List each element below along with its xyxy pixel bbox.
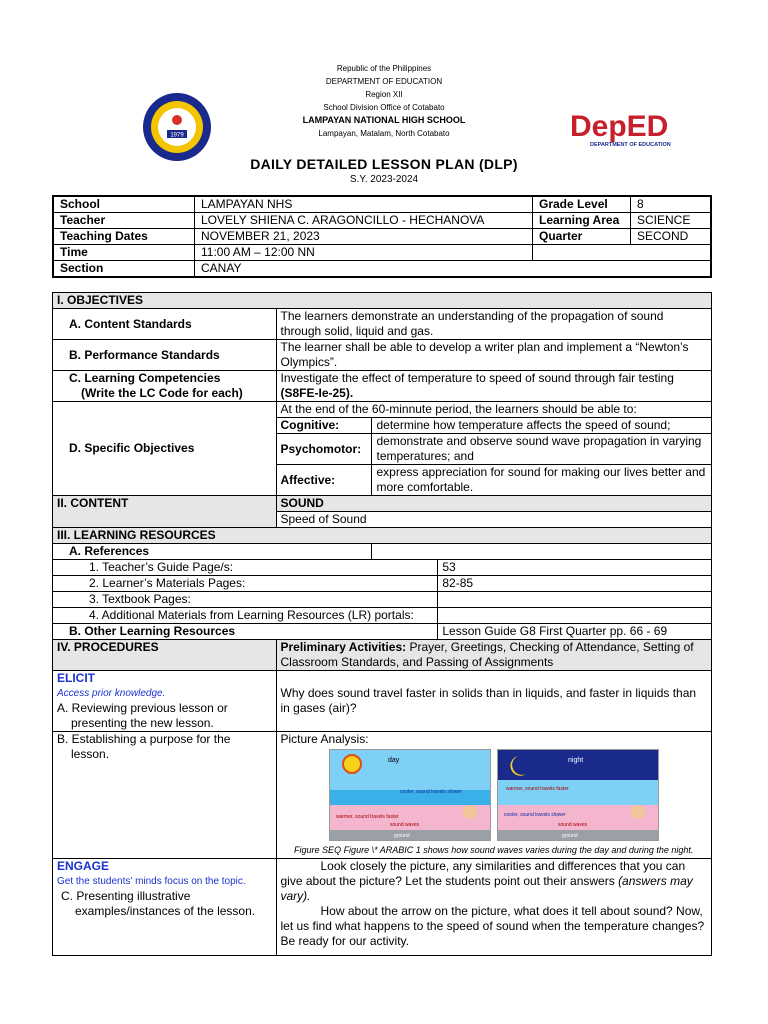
- engage-heading: ENGAGE: [57, 859, 110, 873]
- night-picture: [497, 749, 659, 841]
- tg-value: 53: [438, 560, 712, 576]
- school-value: LAMPAYAN NHS: [195, 196, 533, 213]
- day-waves-label: sound waves: [389, 822, 419, 828]
- dates-label: Teaching Dates: [53, 229, 195, 245]
- step-a-text: Why does sound travel faster in solids than in liquids, and faster in liquids than in gases (air)?: [276, 671, 712, 732]
- header-republic: Republic of the Philippines: [336, 64, 432, 73]
- day-label: day: [387, 757, 400, 764]
- picture-analysis: [281, 749, 708, 841]
- preliminary-text: Prayer, Greetings, Checking of Attendance, Setting of Classroom Standards, and Passing of Assignments: [280, 640, 694, 669]
- elicit-note: Access prior knowledge.: [57, 688, 166, 699]
- cognitive-objective: determine how temperature affects the speed of sound;: [372, 418, 712, 434]
- cognitive-label: Cognitive:: [276, 418, 372, 434]
- step-b-label: B. Establishing a purpose for the lesson.: [53, 732, 277, 859]
- competency-text: Investigate the effect of temperature to speed of sound through fair testing: [280, 371, 674, 385]
- references-label: A. References: [53, 544, 372, 560]
- header-address: Lampayan, Matalam, North Cotabato: [318, 129, 450, 138]
- specific-objectives-label: D. Specific Objectives: [53, 402, 277, 496]
- procedures-heading: IV. PROCEDURES: [53, 640, 277, 671]
- content-heading: II. CONTENT: [53, 496, 277, 528]
- night-ground-label: ground: [561, 833, 578, 839]
- area-value: SCIENCE: [631, 213, 712, 229]
- lesson-table: [52, 292, 712, 956]
- step-c-text2: How about the arrow on the picture, what does it tell about sound? Now, let us find what happens to the speed of sound when the temperature changes? Be ready for our activity.: [280, 904, 705, 948]
- school-year: S.Y. 2023-2024: [349, 174, 419, 185]
- time-label: Time: [53, 245, 195, 261]
- preliminary-activities: [276, 640, 712, 671]
- person-icon: [463, 805, 477, 819]
- tb-label: 3. Textbook Pages:: [53, 592, 438, 608]
- affective-label: Affective:: [276, 465, 372, 496]
- header-school-name: LAMPAYAN NATIONAL HIGH SCHOOL: [302, 115, 466, 125]
- step-c-paragraph1: [281, 859, 708, 904]
- step-b-cell: [276, 732, 712, 859]
- header-department: DEPARTMENT OF EDUCATION: [325, 77, 443, 86]
- content-topic: SOUND: [276, 496, 712, 512]
- engage-note: Get the students' minds focus on the topic.: [57, 876, 246, 887]
- teacher-value: LOVELY SHIENA C. ARAGONCILLO - HECHANOVA: [195, 213, 533, 229]
- tg-label: 1. Teacher’s Guide Page/s:: [53, 560, 438, 576]
- day-picture: [329, 749, 491, 841]
- header-region: Region XII: [365, 90, 403, 99]
- competencies-label-line1: C. Learning Competencies: [69, 371, 221, 385]
- day-warmer-label: warmer, sound travels faster: [335, 814, 399, 820]
- content-standards: The learners demonstrate an understanding of the propagation of sound through solid, liquid and gas.: [276, 309, 712, 340]
- section-label: Section: [53, 261, 195, 278]
- step-c-text1-italic: (answers may vary).: [280, 874, 693, 903]
- figure-caption: Figure SEQ Figure \* ARABIC 1 shows how sound waves varies during the day and during the night.: [294, 845, 694, 855]
- lr-label: 4. Additional Materials from Learning Resources (LR) portals:: [53, 608, 438, 624]
- specific-intro: At the end of the 60-minnute period, the learners should be able to:: [276, 402, 712, 418]
- document-title: DAILY DETAILED LESSON PLAN (DLP): [250, 156, 518, 172]
- engage-cell: [53, 859, 277, 956]
- section-value: CANAY: [195, 261, 712, 278]
- grade-value: 8: [631, 196, 712, 213]
- elicit-heading: ELICIT: [57, 671, 95, 685]
- content-subtopic: Speed of Sound: [276, 512, 712, 528]
- lm-value: 82-85: [438, 576, 712, 592]
- seal-year: 1979: [170, 132, 184, 139]
- psychomotor-label: Psychomotor:: [276, 434, 372, 465]
- performance-standards: The learner shall be able to develop a writer plan and implement a “Newton’s Olympics”.: [276, 340, 712, 371]
- night-warmer-label: warmer, sound travels faster: [505, 786, 569, 792]
- school-seal-logo: [142, 92, 212, 162]
- person-icon: [631, 805, 645, 819]
- deped-logo-sub: DEPARTMENT OF EDUCATION: [590, 142, 671, 148]
- sun-icon: [343, 755, 361, 773]
- grade-label: Grade Level: [533, 196, 631, 213]
- competencies-label-line2: (Write the LC Code for each): [81, 386, 243, 400]
- night-cooler-label: cooler, sound travels slower: [503, 812, 566, 818]
- teacher-label: Teacher: [53, 213, 195, 229]
- competencies-label: [53, 371, 277, 402]
- info-table: [52, 195, 712, 278]
- resources-heading: III. LEARNING RESOURCES: [53, 528, 712, 544]
- preliminary-label: Preliminary Activities:: [280, 640, 407, 654]
- lr-value: [438, 608, 712, 624]
- performance-standards-label: B. Performance Standards: [53, 340, 277, 371]
- step-a-label: A. Reviewing previous lesson or presenting the new lesson.: [57, 701, 228, 730]
- step-c-text1: Look closely the picture, any similarities and differences that you can give about the picture? Let the students point out their answers: [280, 859, 686, 888]
- competencies: [276, 371, 712, 402]
- step-c-label: C. Presenting illustrative examples/instances of the lesson.: [61, 889, 256, 918]
- psychomotor-objective: demonstrate and observe sound wave propagation in varying temperatures; and: [372, 434, 712, 465]
- time-value: 11:00 AM – 12:00 NN: [195, 245, 533, 261]
- other-resources-label: B. Other Learning Resources: [53, 624, 438, 640]
- header-division: School Division Office of Cotabato: [323, 103, 445, 112]
- content-standards-label: A. Content Standards: [53, 309, 277, 340]
- quarter-value: SECOND: [631, 229, 712, 245]
- objectives-heading: I. OBJECTIVES: [53, 293, 712, 309]
- lm-label: 2. Learner’s Materials Pages:: [53, 576, 438, 592]
- step-b-text: Picture Analysis:: [280, 732, 369, 746]
- step-c-cell: [276, 859, 712, 956]
- dates-value: NOVEMBER 21, 2023: [195, 229, 533, 245]
- competency-code: (S8FE-Ie-25).: [280, 386, 354, 400]
- elicit-cell: [53, 671, 277, 732]
- affective-objective: express appreciation for sound for making our lives better and more comfortable.: [372, 465, 712, 496]
- day-ground-label: ground: [393, 833, 410, 839]
- deped-logo: [568, 104, 688, 150]
- tb-value: [438, 592, 712, 608]
- day-cooler-label: cooler, sound travels slower: [399, 789, 462, 795]
- quarter-label: Quarter: [533, 229, 631, 245]
- deped-logo-text: DepED: [570, 110, 669, 143]
- area-label: Learning Area: [533, 213, 631, 229]
- night-waves-label: sound waves: [557, 822, 587, 828]
- school-label: School: [53, 196, 195, 213]
- night-label: night: [567, 757, 583, 764]
- other-resources: Lesson Guide G8 First Quarter pp. 66 - 69: [438, 624, 712, 640]
